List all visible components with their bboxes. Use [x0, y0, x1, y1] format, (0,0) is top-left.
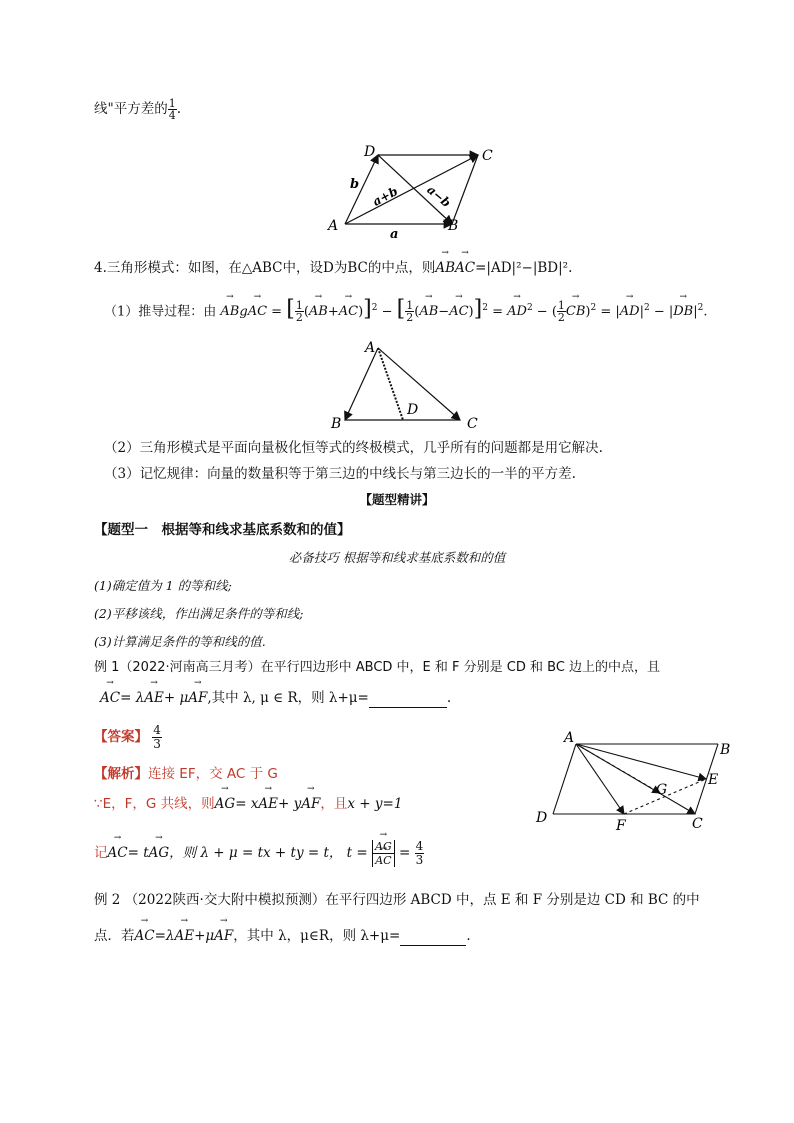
section-header: 【题型精讲】	[359, 492, 435, 507]
label-F: F	[616, 818, 626, 834]
skill-item-1: (1)确定值为 1 的等和线;	[94, 578, 232, 593]
answer-blank-2[interactable]	[400, 931, 466, 946]
label-A: A	[564, 730, 575, 746]
label-a-minus-b: a−b	[424, 182, 454, 211]
skill-item-3: (3)计算满足条件的等和线的值.	[94, 634, 266, 649]
skill-title: 必备技巧 根据等和线求基底系数和的值	[288, 550, 506, 565]
parallelogram-figure-1	[320, 140, 500, 240]
label-C: C	[482, 148, 493, 164]
label-B: B	[720, 742, 731, 758]
label-a-plus-b: a+b	[370, 184, 401, 209]
label-b: b	[350, 177, 360, 192]
analysis-label: 【解析】	[94, 766, 148, 782]
label-C: C	[467, 416, 478, 430]
analysis-line-3: 记→ AC= t→ AG，则 λ + μ = tx + ty = t， t = → AG → AC = $\frac{4}{3}$	[94, 840, 424, 867]
answer-blank[interactable]	[369, 693, 447, 708]
label-B: B	[448, 218, 459, 234]
fraction-quarter: $\frac{1}{4}$	[168, 97, 176, 122]
parallelogram-figure-3	[528, 724, 748, 834]
example-2-line-1: 例 2 （2022陕西·交大附中模拟预测）在平行四边形 ABCD 中，点 E 和 F 分别是边 CD 和 BC 的中	[94, 892, 700, 908]
label-A: A	[328, 218, 339, 234]
intro-text: 线"平方差的	[94, 101, 168, 117]
label-E: E	[708, 772, 719, 788]
triangle-figure-2	[325, 338, 485, 430]
analysis-line-2: ∵E，F，G 共线，则→ AG= x→ AE+ y→ AF，且x + y=1	[94, 794, 402, 814]
answer-label: 【答案】	[94, 729, 148, 745]
label-D: D	[536, 810, 548, 826]
derivation-line: （1）推导过程：由 → ABg→ AC = [ $\frac{1}{2}$ (→ AB+→ AC)]$^2$ − [ $\frac{1}{2}$ (→ AB−→ AC)]$^2$ = → $AD^2$ − ( $\frac{1}{2}$ → CB)$^2$ = |→ $AD|^2$ − |→ $DB|^2$.	[104, 298, 708, 323]
vector-ac: → AC	[455, 258, 475, 278]
label-D: D	[364, 144, 376, 160]
label-B: B	[331, 416, 342, 430]
section-4-line: 4.三角形模式：如图，在△ABC中，设D为BC的中点，则→ AB→ AC=|AD|²−|BD|².	[94, 258, 572, 278]
result-fraction: $\frac{4}{3}$	[415, 839, 424, 867]
label-a: a	[390, 227, 399, 240]
intro-line: 线"平方差的 $\frac{1}{4}$ .	[94, 97, 182, 122]
label-G: G	[656, 782, 668, 798]
label-A: A	[365, 340, 376, 356]
answer-line	[94, 724, 162, 751]
paragraph-2: （2）三角形模式是平面向量极化恒等式的终极模式，几乎所有的问题都是用它解决.	[104, 440, 603, 456]
vector-ab: → AB	[435, 258, 455, 278]
example-1-line-2: → AC= λ→ AE+ μ→ AF,其中 λ, μ ∈ R，则 λ+μ= .	[100, 688, 451, 708]
type-1-heading: 【题型一 根据等和线求基底系数和的值】	[94, 522, 351, 538]
label-D: D	[407, 402, 419, 418]
paragraph-3: （3）记忆规律：向量的数量积等于第三边的中线长与第三边长的一半的平方差.	[104, 466, 576, 482]
example-2-line-2: 点．若→ AC=λ→ AE+μ→ AF，其中 λ，μ∈R，则 λ+μ= .	[94, 926, 471, 946]
example-1-line-1: 例 1（2022·河南高三月考）在平行四边形中 ABCD 中，E 和 F 分别是 CD 和 BC 边上的中点，且	[94, 660, 661, 675]
skill-item-2: (2)平移该线，作出满足条件的等和线;	[94, 606, 304, 621]
analysis-line-1: 【解析】连接 EF，交 AC 于 G	[94, 766, 278, 782]
label-C: C	[692, 816, 703, 832]
answer-fraction: $\frac{4}{3}$	[153, 723, 161, 751]
